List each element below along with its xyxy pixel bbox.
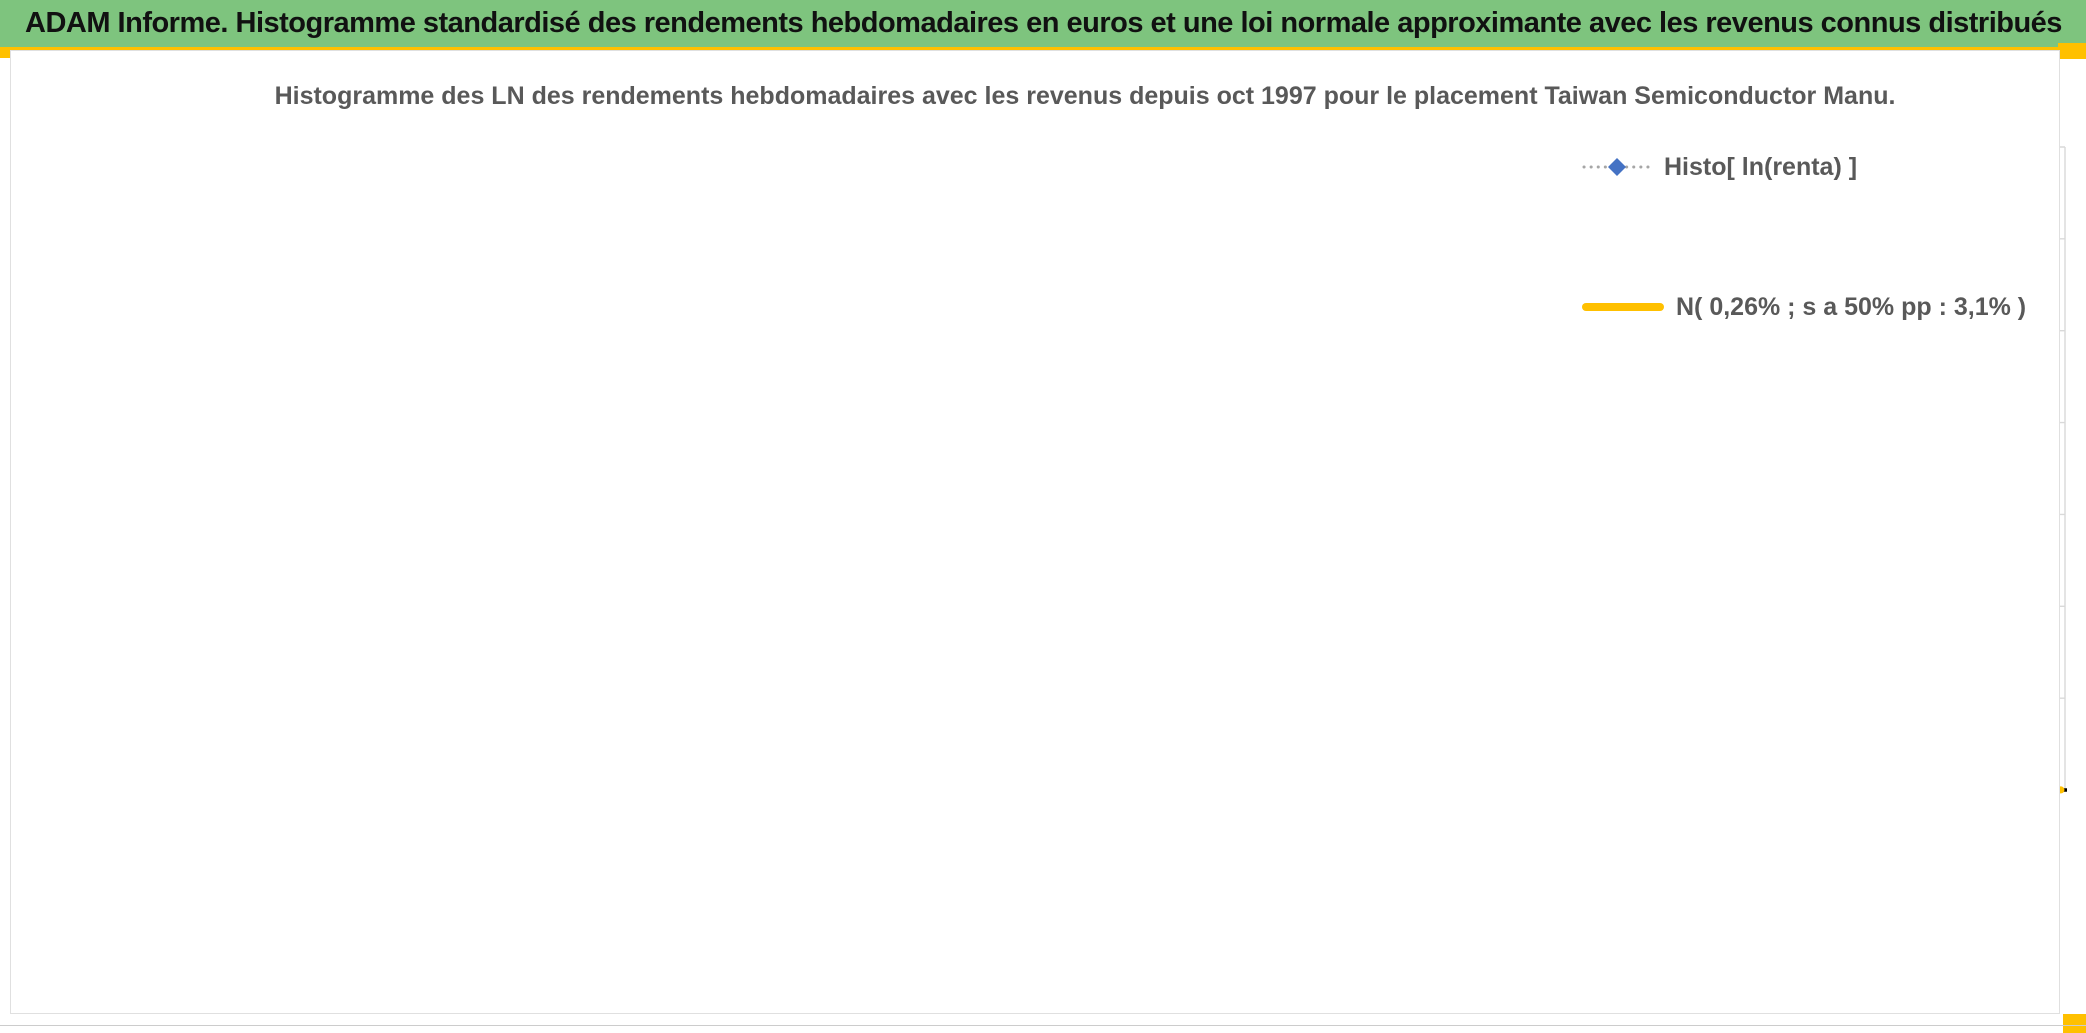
line-marker-icon [1582, 296, 1664, 318]
diamond-marker-icon [1582, 156, 1652, 178]
sheet-gridline [0, 1025, 2086, 1026]
legend-label-histogram: Histo[ ln(renta) ] [1664, 152, 1858, 181]
legend-item-normal[interactable] [1582, 286, 2042, 328]
orange-accent-corner [2063, 1014, 2086, 1033]
orange-accent-right [2058, 43, 2086, 59]
chart-title: Histogramme des LN des rendements hebdomadaires avec les revenus depuis oct 1997 pour le placement Taiwan Semiconductor Manu. [274, 82, 1896, 110]
legend [1582, 146, 2042, 328]
legend-item-histogram[interactable] [1582, 146, 2042, 188]
banner-title: ADAM Informe. Histogramme standardisé des rendements hebdomadaires en euros et une loi normale approximante avec les revenus connus distribués [0, 0, 2086, 47]
legend-label-normal: N( 0,26% ; s a 50% pp : 3,1% ) [1676, 292, 2027, 321]
